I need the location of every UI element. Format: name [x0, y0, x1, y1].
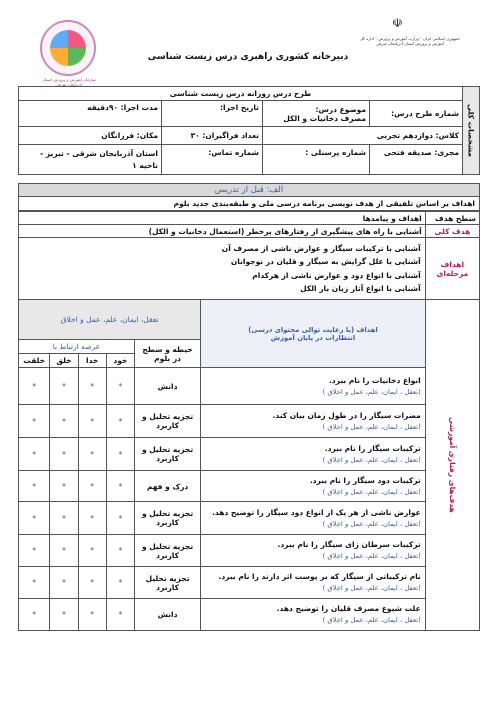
star-mark: *: [78, 502, 106, 535]
star-mark: *: [78, 368, 106, 405]
star-mark: *: [78, 438, 106, 471]
star-mark: *: [78, 535, 106, 567]
bloom-level: دانش: [134, 368, 200, 405]
star-mark: *: [19, 599, 50, 631]
province: استان آذربایجان شرقی - تبریز - ناحیه ۱: [19, 145, 162, 175]
stage-goal-item: آشنایی با انواع دود و عوارض ناشی از هرکدام: [252, 270, 421, 280]
star-mark: *: [78, 599, 106, 631]
stage-goal-item: آشنایی با انواع آثار زیان بار الکل: [300, 283, 421, 293]
star-mark: *: [106, 368, 134, 405]
school-logo: [40, 20, 96, 76]
phase-before-teaching: الف: قبل از تدریس: [18, 183, 480, 197]
star-mark: *: [106, 599, 134, 631]
general-info-table: [18, 86, 480, 175]
objective-row: مضرات سیگار را در طول زمان بیان کند. (تعقل ، ایمان، علم، عمل و اخلاق ): [201, 405, 426, 438]
objective-row: عوارض ناشی از هر یک از انواع دود سیگار را توضیح دهد. (تعقل ، ایمان، علم، عمل و اخلاق ): [201, 502, 426, 535]
stage-goal-item: آشنایی با ترکیبات سیگار و عوارض ناشی از مصرف آن: [221, 244, 421, 254]
general-info-side-label: مشخصات کلی: [463, 87, 480, 175]
level-column-header: سطح هدف: [425, 212, 479, 225]
goals-column-header: اهداف و پیامدها: [19, 212, 426, 225]
place: مکان: فرزانگان: [19, 127, 162, 145]
subject-cell: [263, 101, 370, 127]
plan-number: شماره طرح درس:: [370, 101, 463, 127]
star-mark: *: [106, 535, 134, 567]
relation-people: خلق: [50, 354, 78, 368]
star-mark: *: [78, 567, 106, 599]
objective-row: علت شیوع مصرف قلیان را توضیح دهد. (تعقل ، ایمان، علم، عمل و اخلاق ): [201, 599, 426, 631]
star-mark: *: [50, 405, 78, 438]
star-mark: *: [19, 535, 50, 567]
star-mark: *: [106, 438, 134, 471]
star-mark: *: [106, 502, 134, 535]
bloom-level: تجزیه تحلیل و کاربرد: [134, 502, 200, 535]
star-mark: *: [50, 502, 78, 535]
goals-lead: اهداف بر اساس تلفیقی از هدف نویسی برنامه درسی ملی و طبقه‌بندی جدید بلوم: [18, 197, 480, 211]
star-mark: *: [19, 438, 50, 471]
iran-emblem-icon: ☫: [392, 16, 403, 30]
bloom-level: دانش: [134, 599, 200, 631]
objectives-header: اهداف (با رعایت توالی محتوای درسی) انتظارات در پایان آموزش: [201, 300, 426, 368]
class-level: کلاس: دوازدهم تجربی: [263, 127, 463, 145]
contact-number: شماره تماس:: [162, 145, 263, 175]
star-mark: *: [106, 471, 134, 502]
bloom-level: تجزیه تحلیل و کاربرد: [134, 535, 200, 567]
personnel-number: شماره پرسنلی :: [263, 145, 370, 175]
date-label: تاریخ اجرا:: [162, 101, 263, 127]
star-mark: *: [78, 405, 106, 438]
general-goal-text: آشنایی با راه های پیشگیری از رفتارهای پرخطر (استعمال دخانیات و الکل): [19, 225, 426, 238]
star-mark: *: [50, 471, 78, 502]
subject-label: موضوع درس:: [315, 104, 366, 114]
stage-goals-label: اهداف مرحله‌ای: [425, 238, 479, 300]
objective-row: انواع دخانیات را نام ببرد. (تعقل ، ایمان، علم، عمل و اخلاق ): [201, 368, 426, 405]
objective-row: نام ترکیباتی از سیگار که بر پوست اثر دارند را نام ببرد. (تعقل ، ایمان، علم، عمل و اخلاق ): [201, 567, 426, 599]
stage-goal-item: آشنایی با علل گرایش به سیگار و قلیان در نوجوانان: [230, 257, 421, 267]
star-mark: *: [50, 368, 78, 405]
star-mark: *: [19, 567, 50, 599]
learner-count: تعداد فراگیران: ۳۰: [162, 127, 263, 145]
bloom-level: تجزیه تحلیل و کاربرد: [134, 405, 200, 438]
star-mark: *: [19, 502, 50, 535]
document-title: دبیرخانه کشوری راهبری درس زیست شناسی: [147, 52, 349, 62]
emblem-caption: جمهوری اسلامی ایران - وزارت آموزش و پرورش - اداره کل آموزش و پرورش استان آذربایجان شرقی: [360, 36, 460, 47]
behavioral-goals-side-label: هدف‌های رفتاری آموزشی: [425, 300, 479, 631]
relation-self: خود: [106, 354, 134, 368]
bloom-area-header: حیطه و سطح در بلوم: [134, 340, 200, 368]
star-mark: *: [50, 599, 78, 631]
star-mark: *: [106, 567, 134, 599]
elements-header: تعقل، ایمان، علم، عمل و اخلاق: [19, 300, 201, 340]
objective-row: ترکیبات دود سیگار را نام ببرد. (تعقل ، ایمان، علم، عمل و اخلاق ): [201, 471, 426, 502]
star-mark: *: [50, 438, 78, 471]
stage-goals-list: [19, 238, 426, 300]
objective-row: ترکیبات سیگار را نام ببرد. (تعقل ، ایمان، علم، عمل و اخلاق ): [201, 438, 426, 471]
executor: مجری: صدیقه فتحی: [370, 145, 463, 175]
relation-god: خدا: [78, 354, 106, 368]
logo-caption: سازمان آموزش و پرورش استان آذربایجان شرقی: [42, 77, 96, 87]
star-mark: *: [78, 471, 106, 502]
objective-row: ترکیبات سرطان زای سیگار را نام ببرد. (تعقل ، ایمان، علم، عمل و اخلاق ): [201, 535, 426, 567]
bloom-level: تجزیه تحلیل کاربرد: [134, 567, 200, 599]
bloom-level: درک و فهم: [134, 471, 200, 502]
duration: مدت اجرا: ۹۰دقیقه: [19, 101, 162, 127]
subject-value: مصرف دخانیات و الکل: [283, 113, 366, 123]
star-mark: *: [50, 535, 78, 567]
star-mark: *: [19, 405, 50, 438]
star-mark: *: [19, 368, 50, 405]
star-mark: *: [19, 471, 50, 502]
relation-creation: خلقت: [19, 354, 50, 368]
general-goal-label: هدف کلی: [425, 225, 479, 238]
relations-header: عرصه ارتباط با: [19, 340, 135, 354]
objectives-table: [18, 211, 480, 631]
bloom-level: تجزیه تحلیل و کاربرد: [134, 438, 200, 471]
star-mark: *: [50, 567, 78, 599]
star-mark: *: [106, 405, 134, 438]
plan-title: طرح درس روزانه درس زیست شناسی: [19, 87, 463, 101]
